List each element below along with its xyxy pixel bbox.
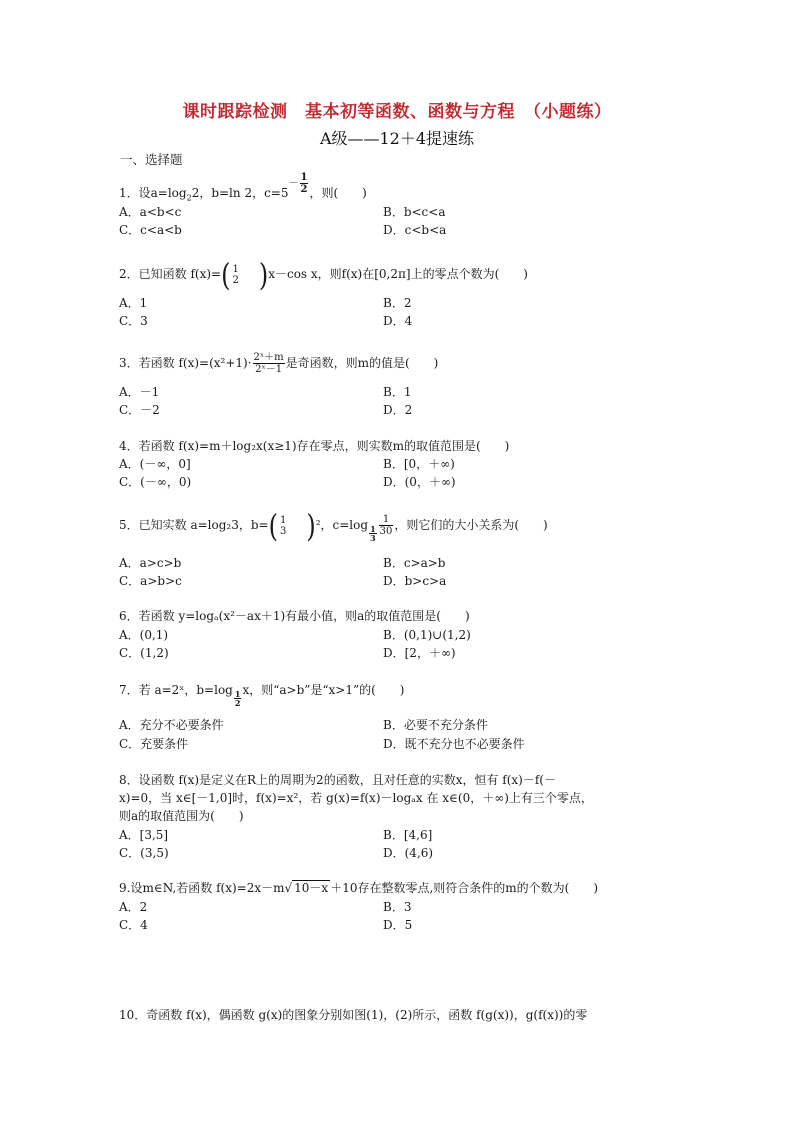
question-7-option-a: A．充分不必要条件 [119,718,224,732]
question-2-stem: 2．已知函数 f(x)=( 1 2 )x－cos x，则f(x)在[0,2π]上的零点个数为( ) [119,256,528,293]
question-5-option-d: D．b>c>a [383,574,447,588]
question-4-stem: 4．若函数 f(x)=m＋log₂x(x≥1)存在零点，则实数m的取值范围是( ) [119,439,510,453]
question-8-line-3: 则a的取值范围为( ) [119,809,244,823]
question-4-option-a: A．(－∞，0] [119,457,191,471]
question-8-option-b: B．[4,6] [383,828,433,842]
question-7-option-c: C．充要条件 [119,737,189,751]
question-7-option-b: B．必要不充分条件 [383,718,488,732]
question-9-stem: 9.设m∈N,若函数 f(x)=2x－m√ 10－x ＋10存在整数零点,则符合条件的m的个数为( ) [119,881,599,895]
page-title: 课时跟踪检测 基本初等函数、函数与方程 （小题练） [182,102,612,122]
question-5-option-a: A．a>c>b [119,556,182,570]
question-8-line-1: 8．设函数 f(x)是定义在R上的周期为2的函数，且对任意的实数x，恒有 f(x)－f(－ [119,773,556,787]
question-2-option-b: B．2 [383,296,412,310]
page-subtitle: A级——12＋4提速练 [319,129,475,148]
question-8-option-d: D．(4,6) [383,846,434,860]
question-9-option-c: C．4 [119,918,148,932]
question-4-option-c: C．(－∞，0) [119,475,192,489]
question-6-option-a: A．(0,1) [119,628,169,642]
question-2-option-a: A．1 [119,296,148,310]
question-6-option-c: C．(1,2) [119,646,169,660]
section-heading: 一、选择题 [120,152,183,167]
question-9-option-a: A．2 [119,900,148,914]
question-5-option-c: C．a>b>c [119,574,182,588]
question-4-option-d: D．(0，＋∞) [383,475,456,489]
question-7-option-d: D．既不充分也不必要条件 [383,737,525,751]
question-9-option-d: D．5 [383,918,413,932]
question-3-option-c: C．－2 [119,403,160,417]
question-6-stem: 6．若函数 y=logₐ(x²－ax＋1)有最小值，则a的取值范围是( ) [119,609,470,623]
question-2-option-d: D．4 [383,314,413,328]
question-3-option-b: B．1 [383,385,412,399]
question-1-option-c: C．c<a<b [119,223,182,237]
question-3-option-d: D．2 [383,403,413,417]
question-5-option-b: B．c>a>b [383,556,446,570]
question-9-option-b: B．3 [383,900,412,914]
radicand: 10－x [294,881,329,895]
question-1-stem: 1．设$a=\log_22$，b=ln 2，$c=5^{- \frac{1}{2}}$ ，则( ) [119,172,367,203]
question-6-option-b: B．(0,1)∪(1,2) [383,628,471,642]
question-8-option-c: C．(3,5) [119,846,169,860]
question-10-stem: 10．奇函数 f(x)，偶函数 g(x)的图象分别如图(1)，(2)所示，函数 f(g(x))，g(f(x))的零 [119,1008,588,1022]
question-4-option-b: B．[0，＋∞) [383,457,455,471]
question-5-stem: 5．已知实数 a=log₂3，b=( 1 3 )²，c=log $\frac{1}{3}$ $\frac{1}{30}$ ，则它们的大小关系为( ) [119,507,548,544]
question-1-option-a: A．a<b<c [119,205,182,219]
question-3-stem: 3．若函数 f(x)=(x²+1)· $\frac{\text{2ˣ＋m}}{\text{2ˣ－1}}$ 是奇函数，则m的值是( ) [119,352,439,375]
question-8-option-a: A．[3,5] [119,828,169,842]
question-1-option-b: B．b<c<a [383,205,446,219]
question-2-option-c: C．3 [119,314,148,328]
question-7-stem: 7．若 a=2ˣ，b=log $\frac{1}{2}$ x，则“a>b”是“x>1”的( ) [119,683,405,708]
question-6-option-d: D．[2，＋∞) [383,646,456,660]
question-8-line-2: x)=0，当 x∈[－1,0]时，f(x)=x²，若 g(x)=f(x)－logₐx 在 x∈(0，＋∞)上有三个零点， [119,791,593,805]
question-1-option-d: D．c<b<a [383,223,447,237]
question-3-option-a: A．－1 [119,385,160,399]
